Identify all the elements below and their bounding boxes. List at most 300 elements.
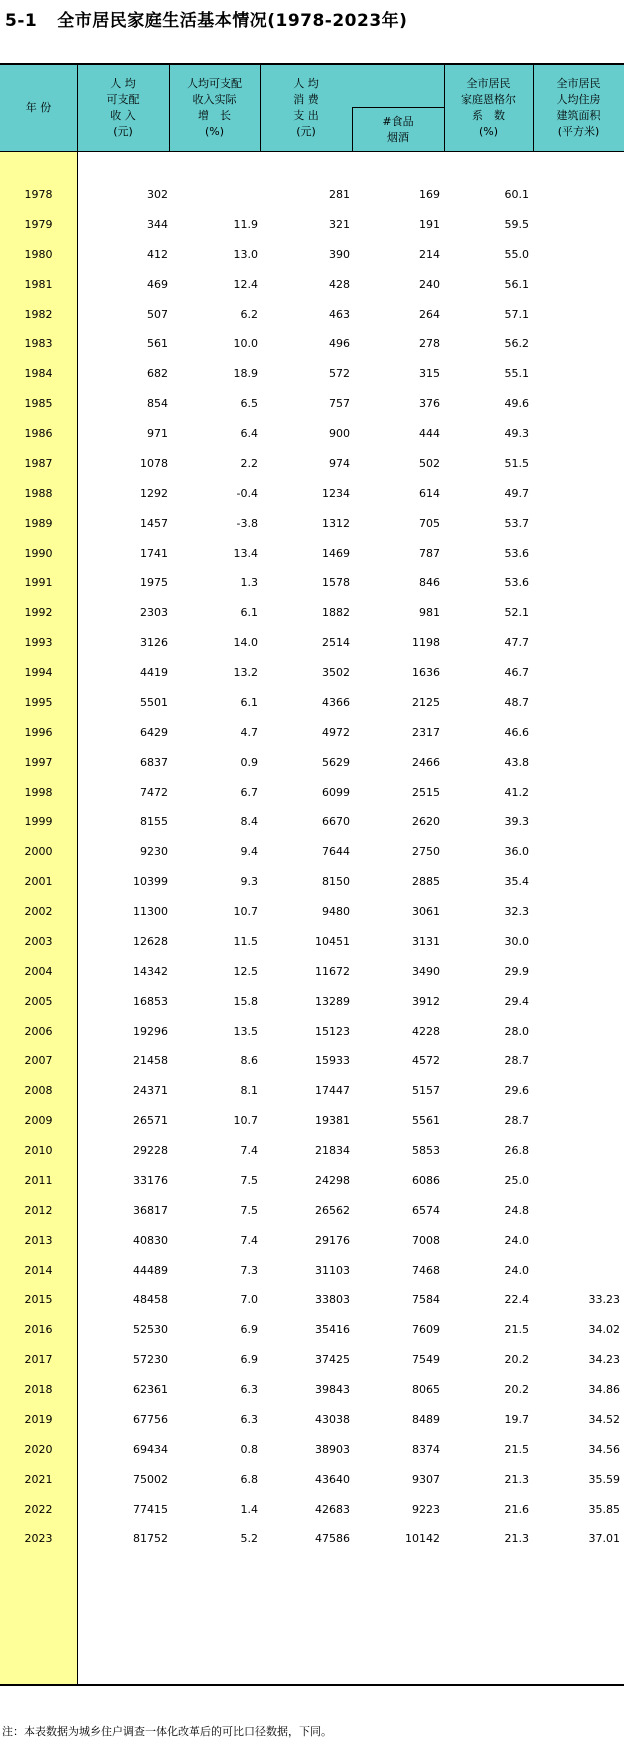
cell-consumption: 37425 <box>315 1353 350 1367</box>
cell-income-growth: 8.6 <box>240 1054 258 1068</box>
section-number: 5-1 <box>5 11 38 31</box>
cell-income-growth: 4.7 <box>240 725 258 739</box>
row-year: 2002 <box>24 905 53 918</box>
cell-income: 1741 <box>140 546 168 560</box>
cell-engel: 30.0 <box>504 934 529 948</box>
cell-income: 507 <box>147 307 168 321</box>
cell-income-growth: 13.2 <box>233 666 258 679</box>
cell-consumption: 428 <box>329 277 350 291</box>
cell-engel: 49.3 <box>504 427 529 440</box>
cell-income-growth: 1.4 <box>240 1502 258 1516</box>
cell-consumption: 8150 <box>322 875 350 889</box>
header-text: 人 均 <box>293 77 319 90</box>
table-row <box>0 1465 624 1495</box>
cell-engel: 29.4 <box>504 994 529 1008</box>
cell-income-growth: 14.0 <box>233 636 258 650</box>
cell-housing: 37.01 <box>588 1532 620 1546</box>
cell-food-tobacco: 7008 <box>412 1233 440 1247</box>
cell-income: 57230 <box>133 1353 168 1367</box>
cell-income-growth: 8.4 <box>240 815 258 829</box>
cell-income: 19296 <box>133 1024 168 1038</box>
header-divider <box>169 64 170 152</box>
cell-income: 67756 <box>133 1412 168 1426</box>
row-year: 1997 <box>24 755 53 769</box>
cell-consumption: 11672 <box>315 964 350 978</box>
cell-engel: 41.2 <box>504 785 529 799</box>
table-row <box>0 1524 624 1554</box>
row-year: 2021 <box>24 1472 53 1486</box>
cell-income: 52530 <box>133 1323 168 1337</box>
cell-income-growth: 10.0 <box>233 337 258 351</box>
cell-food-tobacco: 240 <box>419 277 440 291</box>
cell-engel: 48.7 <box>504 695 529 709</box>
cell-income: 29228 <box>133 1144 168 1157</box>
table-row <box>0 718 624 748</box>
cell-engel: 49.7 <box>504 486 529 500</box>
table-row <box>0 897 624 927</box>
cell-income-growth: 15.8 <box>233 994 258 1008</box>
cell-engel: 49.6 <box>504 397 529 411</box>
header-divider <box>533 64 534 152</box>
header-text: 系 数 <box>472 109 505 122</box>
cell-income: 1292 <box>140 486 168 500</box>
row-year: 2019 <box>24 1412 53 1426</box>
header-income-growth <box>169 64 260 152</box>
cell-engel: 28.7 <box>504 1054 529 1068</box>
cell-income-growth: 6.1 <box>240 606 258 620</box>
header-text: (%) <box>478 125 499 138</box>
table-row <box>0 1405 624 1435</box>
cell-income: 2303 <box>140 606 168 620</box>
cell-engel: 26.8 <box>504 1144 529 1157</box>
cell-engel: 52.1 <box>504 606 529 620</box>
cell-engel: 20.2 <box>504 1353 529 1367</box>
cell-housing: 35.59 <box>588 1472 620 1486</box>
cell-consumption: 4366 <box>322 695 350 709</box>
header-food-tobacco <box>352 108 444 152</box>
table-row <box>0 509 624 539</box>
cell-food-tobacco: 2885 <box>412 875 440 889</box>
cell-food-tobacco: 10142 <box>405 1532 440 1546</box>
header-divider <box>352 108 353 152</box>
table-row <box>0 1285 624 1315</box>
cell-food-tobacco: 444 <box>419 427 440 440</box>
cell-income-growth: 6.3 <box>240 1383 258 1396</box>
header-text: 人均住房 <box>556 93 601 106</box>
cell-engel: 47.7 <box>504 636 529 650</box>
cell-income: 6837 <box>140 755 168 769</box>
cell-food-tobacco: 3131 <box>412 934 440 948</box>
cell-food-tobacco: 7609 <box>412 1323 440 1337</box>
table-row <box>0 210 624 240</box>
cell-consumption: 5629 <box>322 755 350 769</box>
cell-income: 44489 <box>133 1263 168 1277</box>
row-year: 2014 <box>24 1263 53 1277</box>
cell-income-growth: 13.5 <box>233 1024 258 1038</box>
row-year: 1993 <box>24 636 53 650</box>
row-year: 2001 <box>24 875 53 889</box>
row-year: 2007 <box>24 1054 53 1068</box>
cell-engel: 46.7 <box>504 666 529 679</box>
cell-consumption: 974 <box>329 456 350 470</box>
cell-income-growth: 12.4 <box>233 277 258 291</box>
cell-food-tobacco: 846 <box>419 576 440 590</box>
cell-income: 1078 <box>140 456 168 470</box>
cell-consumption: 29176 <box>315 1233 350 1247</box>
table-row <box>0 180 624 210</box>
row-year: 1995 <box>24 695 53 709</box>
cell-consumption: 2514 <box>322 636 350 650</box>
cell-engel: 59.5 <box>504 217 529 231</box>
page-title <box>5 6 407 31</box>
table-row <box>0 300 624 330</box>
cell-consumption: 35416 <box>315 1323 350 1337</box>
cell-food-tobacco: 2466 <box>412 755 440 769</box>
header-text: 全市居民 <box>466 77 511 90</box>
header-text: 收 入 <box>110 109 136 122</box>
table-row <box>0 539 624 569</box>
table-row <box>0 1136 624 1166</box>
cell-consumption: 19381 <box>315 1114 350 1128</box>
cell-consumption: 21834 <box>315 1144 350 1157</box>
cell-food-tobacco: 9307 <box>412 1472 440 1486</box>
cell-consumption: 42683 <box>315 1502 350 1516</box>
cell-engel: 43.8 <box>504 755 529 769</box>
cell-engel: 24.8 <box>504 1203 529 1217</box>
cell-engel: 46.6 <box>504 725 529 739</box>
cell-engel: 21.3 <box>504 1472 529 1486</box>
table-row <box>0 927 624 957</box>
row-year: 1998 <box>24 785 53 799</box>
cell-income: 5501 <box>140 695 168 709</box>
row-year: 1992 <box>24 606 53 620</box>
cell-income: 24371 <box>133 1084 168 1098</box>
cell-housing: 35.85 <box>588 1502 620 1516</box>
cell-engel: 35.4 <box>504 875 529 889</box>
header-text: (元) <box>296 125 316 138</box>
header-text: 家庭恩格尔 <box>461 93 516 106</box>
cell-housing: 34.23 <box>588 1353 620 1367</box>
cell-engel: 57.1 <box>504 307 529 321</box>
table-row <box>0 837 624 867</box>
table-row <box>0 987 624 1017</box>
cell-income-growth: 18.9 <box>233 367 258 381</box>
table-row <box>0 359 624 389</box>
cell-food-tobacco: 2750 <box>412 845 440 859</box>
table-row <box>0 628 624 658</box>
cell-income-growth: 1.3 <box>240 576 258 590</box>
table-row <box>0 568 624 598</box>
cell-consumption: 43038 <box>315 1412 350 1426</box>
cell-food-tobacco: 614 <box>419 486 440 500</box>
cell-income-growth: 11.9 <box>233 217 258 231</box>
top-rule <box>0 63 624 65</box>
cell-food-tobacco: 8489 <box>412 1412 440 1426</box>
bottom-rule <box>0 1684 624 1686</box>
cell-food-tobacco: 2125 <box>412 695 440 709</box>
cell-consumption: 572 <box>329 367 350 381</box>
cell-consumption: 1312 <box>322 516 350 530</box>
cell-consumption: 47586 <box>315 1532 350 1546</box>
cell-income: 971 <box>147 427 168 440</box>
cell-food-tobacco: 376 <box>419 397 440 411</box>
row-year: 1994 <box>24 666 53 679</box>
cell-housing: 33.23 <box>588 1293 620 1307</box>
cell-consumption: 1882 <box>322 606 350 620</box>
table-row <box>0 807 624 837</box>
row-year: 2023 <box>24 1532 53 1546</box>
cell-consumption: 31103 <box>315 1263 350 1277</box>
cell-income: 412 <box>147 247 168 261</box>
header-text: 人 均 <box>110 77 136 90</box>
cell-income: 81752 <box>133 1532 168 1546</box>
cell-engel: 53.6 <box>504 546 529 560</box>
cell-engel: 28.7 <box>504 1114 529 1128</box>
table-row <box>0 1435 624 1465</box>
table-row <box>0 748 624 778</box>
cell-food-tobacco: 3912 <box>412 994 440 1008</box>
cell-income: 682 <box>147 367 168 381</box>
cell-engel: 21.5 <box>504 1323 529 1337</box>
header-text: 收入实际 <box>192 93 237 106</box>
cell-housing: 34.02 <box>588 1323 620 1337</box>
table-row <box>0 1375 624 1405</box>
table-body <box>0 180 624 1554</box>
table-row <box>0 270 624 300</box>
cell-food-tobacco: 2317 <box>412 725 440 739</box>
cell-food-tobacco: 169 <box>419 188 440 201</box>
row-year: 1987 <box>24 456 53 470</box>
cell-engel: 39.3 <box>504 815 529 829</box>
cell-income-growth: 6.3 <box>240 1412 258 1426</box>
cell-income: 561 <box>147 337 168 351</box>
row-year: 1999 <box>24 815 53 829</box>
cell-consumption: 4972 <box>322 725 350 739</box>
cell-consumption: 6099 <box>322 785 350 799</box>
cell-consumption: 496 <box>329 337 350 351</box>
cell-consumption: 1469 <box>322 546 350 560</box>
cell-income: 12628 <box>133 934 168 948</box>
header-text: 人均可支配 <box>187 77 242 90</box>
cell-income: 36817 <box>133 1203 168 1217</box>
header-year <box>0 64 77 152</box>
table-row <box>0 598 624 628</box>
cell-income: 11300 <box>133 905 168 918</box>
table-row <box>0 1046 624 1076</box>
cell-income: 9230 <box>140 845 168 859</box>
row-year: 2016 <box>24 1323 53 1337</box>
cell-consumption: 1578 <box>322 576 350 590</box>
row-year: 2005 <box>24 994 53 1008</box>
cell-consumption: 3502 <box>322 666 350 679</box>
cell-food-tobacco: 264 <box>419 307 440 321</box>
row-year: 2010 <box>24 1144 53 1157</box>
cell-income: 75002 <box>133 1472 168 1486</box>
header-consumption <box>260 64 352 152</box>
cell-food-tobacco: 787 <box>419 546 440 560</box>
cell-income-growth: 7.5 <box>240 1203 258 1217</box>
header-bottom-rule <box>0 151 624 152</box>
header-text: 支 出 <box>293 109 319 122</box>
header-text: 建筑面积 <box>556 109 601 122</box>
cell-food-tobacco: 1636 <box>412 666 440 679</box>
table-row <box>0 1495 624 1525</box>
cell-consumption: 24298 <box>315 1173 350 1187</box>
cell-food-tobacco: 3061 <box>412 905 440 918</box>
header-year-label: 年 份 <box>25 101 52 114</box>
cell-engel: 55.0 <box>504 247 529 261</box>
cell-food-tobacco: 2515 <box>412 785 440 799</box>
row-year: 2008 <box>24 1084 53 1098</box>
cell-income-growth: 8.1 <box>240 1084 258 1098</box>
cell-income-growth: 7.4 <box>240 1144 258 1157</box>
cell-income-growth: 11.5 <box>233 934 258 948</box>
cell-engel: 24.0 <box>504 1263 529 1277</box>
row-year: 2000 <box>24 845 53 859</box>
cell-income: 10399 <box>133 875 168 889</box>
cell-income-growth: 5.2 <box>240 1532 258 1546</box>
row-year: 1983 <box>24 337 53 351</box>
cell-food-tobacco: 315 <box>419 367 440 381</box>
cell-consumption: 6670 <box>322 815 350 829</box>
cell-income-growth: 0.8 <box>240 1442 258 1456</box>
cell-engel: 51.5 <box>504 456 529 470</box>
row-year: 1982 <box>24 307 53 321</box>
row-year: 2013 <box>24 1233 53 1247</box>
cell-engel: 25.0 <box>504 1173 529 1187</box>
cell-income-growth: 9.3 <box>240 875 258 889</box>
cell-consumption: 757 <box>329 397 350 411</box>
table-row <box>0 1166 624 1196</box>
header-housing <box>533 64 624 152</box>
cell-engel: 53.7 <box>504 516 529 530</box>
cell-engel: 29.9 <box>504 964 529 978</box>
row-year: 1996 <box>24 725 53 739</box>
row-year: 2012 <box>24 1203 53 1217</box>
cell-food-tobacco: 6086 <box>412 1173 440 1187</box>
header-text: 增 长 <box>198 109 231 122</box>
cell-food-tobacco: 7584 <box>412 1293 440 1307</box>
cell-consumption: 15933 <box>315 1054 350 1068</box>
row-year: 2003 <box>24 934 53 948</box>
row-year: 1978 <box>24 188 53 201</box>
row-year: 1991 <box>24 576 53 590</box>
cell-engel: 22.4 <box>504 1293 529 1307</box>
cell-engel: 21.3 <box>504 1532 529 1546</box>
cell-income-growth: 6.9 <box>240 1323 258 1337</box>
table-row <box>0 1017 624 1047</box>
cell-income: 7472 <box>140 785 168 799</box>
header-text: 消 费 <box>293 93 319 106</box>
cell-income: 62361 <box>133 1383 168 1396</box>
cell-food-tobacco: 6574 <box>412 1203 440 1217</box>
table-row <box>0 1345 624 1375</box>
cell-engel: 24.0 <box>504 1233 529 1247</box>
table-row <box>0 867 624 897</box>
cell-income: 33176 <box>133 1173 168 1187</box>
cell-food-tobacco: 981 <box>419 606 440 620</box>
table-title: 全市居民家庭生活基本情况(1978-2023年) <box>57 11 408 31</box>
cell-food-tobacco: 7549 <box>412 1353 440 1367</box>
cell-food-tobacco: 5561 <box>412 1114 440 1128</box>
header-text: 全市居民 <box>556 77 601 90</box>
cell-consumption: 13289 <box>315 994 350 1008</box>
cell-consumption: 17447 <box>315 1084 350 1098</box>
cell-consumption: 9480 <box>322 905 350 918</box>
cell-income-growth: 2.2 <box>240 456 258 470</box>
row-year: 1984 <box>24 367 53 381</box>
row-year: 2017 <box>24 1353 53 1367</box>
cell-engel: 29.6 <box>504 1084 529 1098</box>
cell-income-growth: 0.9 <box>240 755 258 769</box>
row-year: 2011 <box>24 1173 53 1187</box>
table-row <box>0 329 624 359</box>
cell-income-growth: 6.2 <box>240 307 258 321</box>
cell-income: 8155 <box>140 815 168 829</box>
header-sub-rule <box>352 107 444 108</box>
table-row <box>0 957 624 987</box>
cell-income-growth: 6.9 <box>240 1353 258 1367</box>
row-year: 1986 <box>24 427 53 440</box>
cell-consumption: 321 <box>329 217 350 231</box>
table-row <box>0 419 624 449</box>
table-row <box>0 479 624 509</box>
cell-housing: 34.52 <box>588 1412 620 1426</box>
row-year: 1985 <box>24 397 53 411</box>
cell-engel: 55.1 <box>504 367 529 381</box>
cell-income-growth: -0.4 <box>236 486 258 500</box>
cell-income: 1457 <box>140 516 168 530</box>
cell-income-growth: 6.7 <box>240 785 258 799</box>
cell-food-tobacco: 705 <box>419 516 440 530</box>
table-row <box>0 1256 624 1286</box>
cell-income: 77415 <box>133 1502 168 1516</box>
cell-food-tobacco: 4572 <box>412 1054 440 1068</box>
cell-income-growth: 7.3 <box>240 1263 258 1277</box>
cell-food-tobacco: 502 <box>419 456 440 470</box>
row-year: 1989 <box>24 516 53 530</box>
table-row <box>0 778 624 808</box>
table-row <box>0 1315 624 1345</box>
cell-food-tobacco: 8065 <box>412 1383 440 1396</box>
cell-income-growth: 10.7 <box>233 905 258 918</box>
cell-income: 40830 <box>133 1233 168 1247</box>
cell-income: 21458 <box>133 1054 168 1068</box>
cell-engel: 36.0 <box>504 845 529 859</box>
cell-engel: 21.5 <box>504 1442 529 1456</box>
cell-consumption: 390 <box>329 247 350 261</box>
cell-engel: 56.2 <box>504 337 529 351</box>
cell-income-growth: 6.4 <box>240 427 258 440</box>
cell-food-tobacco: 278 <box>419 337 440 351</box>
cell-housing: 34.86 <box>588 1383 620 1396</box>
row-year: 1981 <box>24 277 53 291</box>
cell-consumption: 1234 <box>322 486 350 500</box>
footnote: 注：本表数据为城乡住户调查一体化改革后的可比口径数据，下同。 <box>2 1725 332 1738</box>
cell-income: 854 <box>147 397 168 411</box>
cell-consumption: 10451 <box>315 934 350 948</box>
header-text: 烟酒 <box>387 131 409 144</box>
cell-food-tobacco: 9223 <box>412 1502 440 1516</box>
cell-income-growth: 7.4 <box>240 1233 258 1247</box>
header-text: (平方米) <box>557 125 600 138</box>
cell-income: 69434 <box>133 1442 168 1456</box>
cell-consumption: 900 <box>329 427 350 440</box>
cell-income-growth: 6.1 <box>240 695 258 709</box>
cell-income-growth: 13.0 <box>233 247 258 261</box>
cell-food-tobacco: 191 <box>419 217 440 231</box>
cell-income-growth: -3.8 <box>236 516 258 530</box>
